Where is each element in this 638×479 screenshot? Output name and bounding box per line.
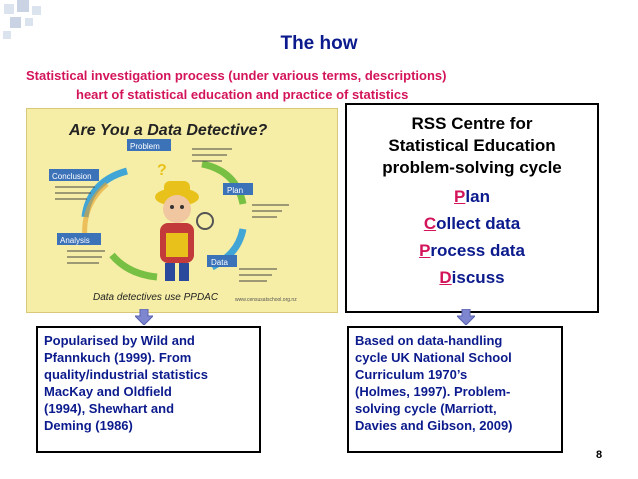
poster-footer: Data detectives use PPDAC [93,292,219,303]
poster-stage-data: Data [211,258,228,267]
poster-url: www.censusatschool.org.nz [235,297,297,303]
note-line: Popularised by Wild and [44,333,195,348]
note-line: cycle UK National School [355,350,512,365]
page-number: 8 [596,449,603,461]
poster-heading: Are You a Data Detective? [69,122,268,139]
cycle-step-process: Process data [419,241,525,260]
note-line: (Holmes, 1997). Problem- [355,384,511,399]
subtitle-line-1: Statistical investigation process (under various terms, descriptions) [26,68,447,83]
poster-stage-problem: Problem [130,142,160,151]
note-line: Davies and Gibson, 2009) [355,418,513,433]
cycle-title-line: problem-solving cycle [382,158,562,177]
svg-text:?: ? [157,162,167,179]
poster-stage-conclusion: Conclusion [52,172,92,181]
note-line: Based on data-handling [355,333,503,348]
poster-stage-plan: Plan [227,186,244,195]
poster-stage-analysis: Analysis [60,236,90,245]
slide-title: The how [280,33,358,54]
cycle-step-collect: Collect data [423,214,521,233]
note-based-on [347,326,563,453]
note-line: quality/industrial statistics [44,367,208,382]
magnifier-icon [197,213,213,229]
note-line: Curriculum 1970’s [355,367,468,382]
poster-illustration [27,109,337,312]
note-popularised [36,326,261,453]
note-line: Deming (1986) [44,418,133,433]
subtitle-line-2: heart of statistical education and practice of statistics [76,87,409,102]
rss-cycle-box [345,103,599,313]
cycle-title-line: RSS Centre for [411,114,533,133]
cycle-title-line: Statistical Education [388,136,556,155]
note-line: Pfannkuch (1999). From [44,350,192,365]
cycle-step-discuss: Discuss [439,268,505,287]
cycle-title [347,113,597,179]
data-detective-poster [26,108,338,313]
down-arrow-icon [135,309,153,325]
cycle-step-plan: Plan [454,187,490,206]
note-line: MacKay and Oldfield [44,384,172,399]
detective-face [163,195,191,223]
down-arrow-icon [457,309,475,325]
note-line: (1994), Shewhart and [44,401,175,416]
note-line: solving cycle (Marriott, [355,401,497,416]
